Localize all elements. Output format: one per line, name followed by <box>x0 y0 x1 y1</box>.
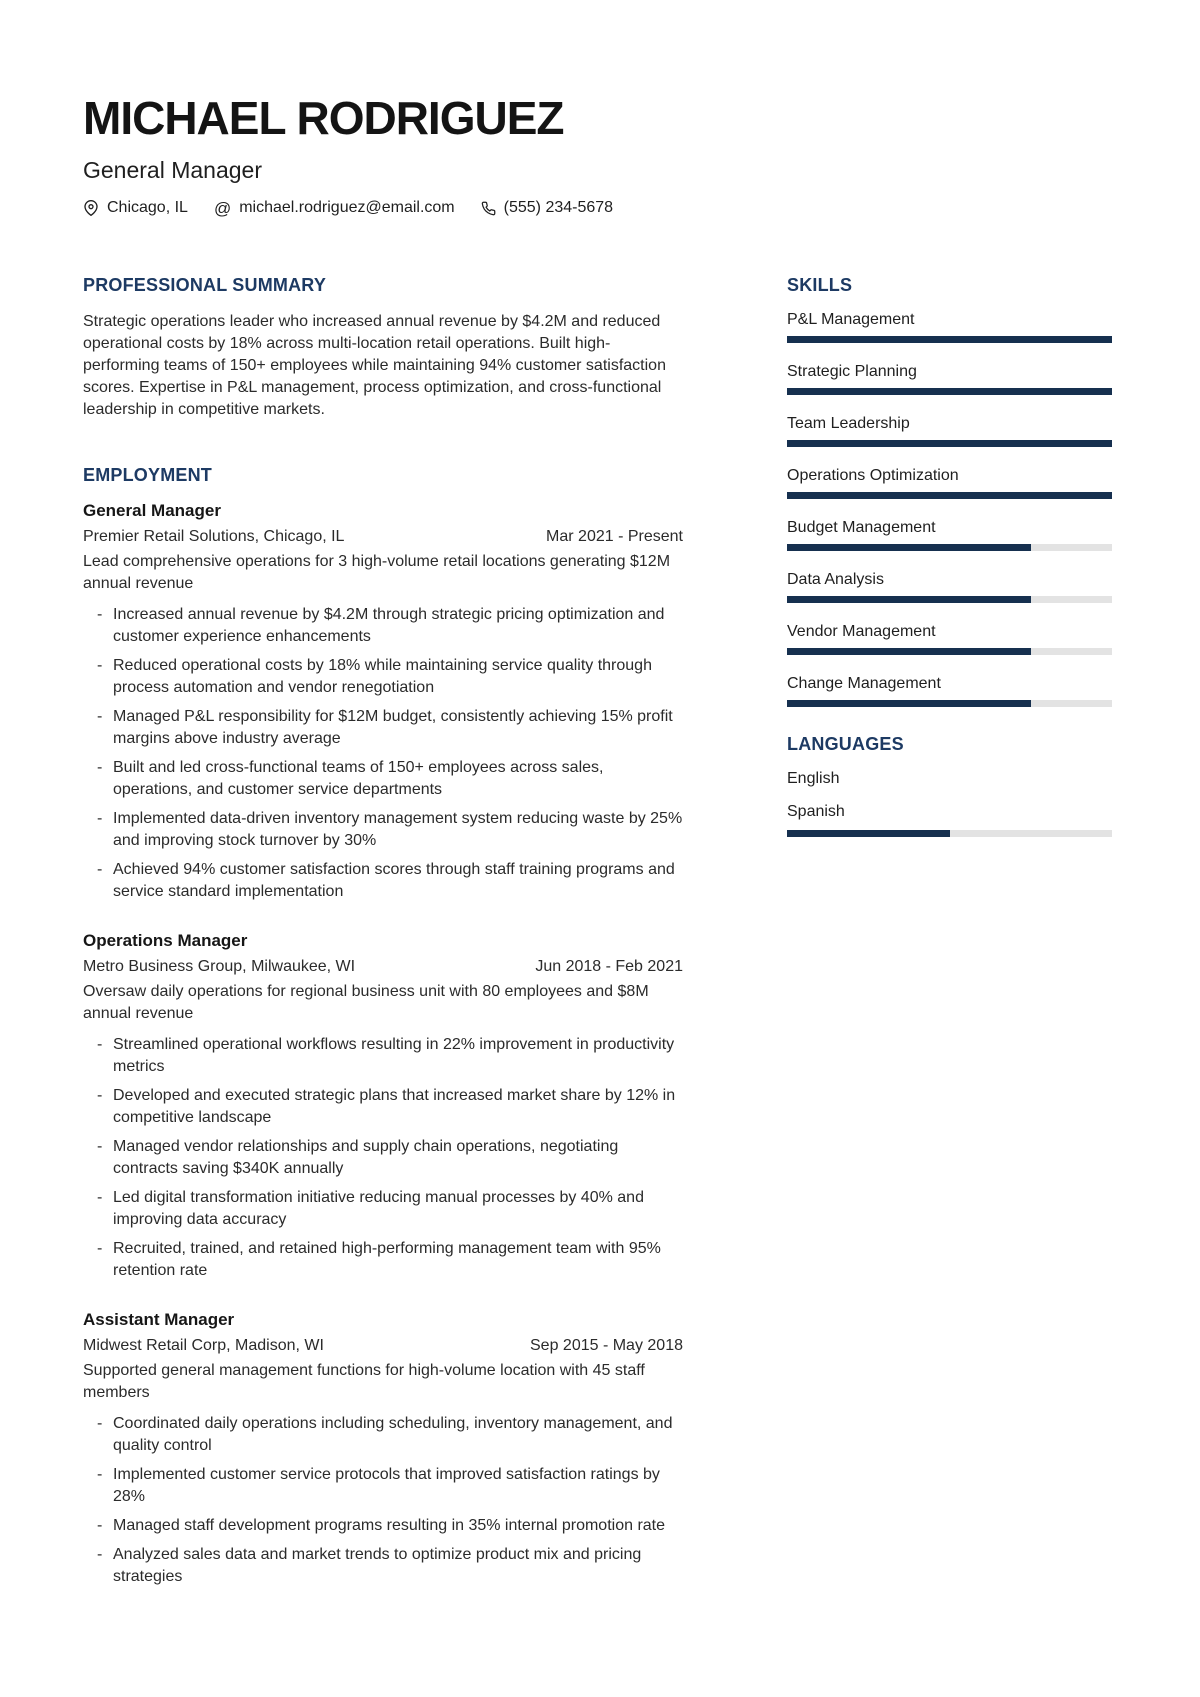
job-meta-row <box>83 528 683 546</box>
bullet-item: - Streamlined operational workflows resulting in 22% improvement in productivity metrics <box>83 1034 683 1078</box>
job-entry <box>83 1310 683 1588</box>
skill-item <box>787 467 1112 499</box>
summary-text: Strategic operations leader who increased annual revenue by $4.2M and reduced operational costs by 18% across multi-location retail operations. Built high-performing teams of 150+ employees while maintaining 94% customer satisfaction scores. Expertise in P&L management, process optimization, and cross-functional leadership in competitive markets. <box>83 313 666 418</box>
contact-phone <box>481 199 613 217</box>
bullet-item: - Implemented data-driven inventory management system reducing waste by 25% and improving stock turnover by 30% <box>83 808 683 852</box>
person-title: General Manager <box>83 157 262 183</box>
skill-item <box>787 675 1112 707</box>
contact-email <box>214 199 455 217</box>
bullet-item: - Achieved 94% customer satisfaction scores through staff training programs and service standard implementation <box>83 859 683 903</box>
skill-item <box>787 415 1112 447</box>
map-pin-icon <box>83 200 99 216</box>
skill-bar-fill <box>787 830 950 837</box>
job-dates: Mar 2021 - Present <box>546 528 683 545</box>
skill-label: Change Management <box>787 675 941 692</box>
skill-label: Team Leadership <box>787 415 910 432</box>
job-bullets <box>83 1413 683 1588</box>
phone-icon <box>481 201 496 216</box>
skill-bar-track <box>787 492 1112 499</box>
skill-label: Spanish <box>787 803 845 820</box>
job-company: Premier Retail Solutions, Chicago, IL <box>83 528 345 545</box>
bullet-item: - Implemented customer service protocols that improved satisfaction ratings by 28% <box>83 1464 683 1508</box>
contact-location <box>83 199 188 217</box>
summary-section <box>83 275 683 421</box>
skill-item <box>787 363 1112 395</box>
skill-item <box>787 571 1112 603</box>
language-item <box>787 803 1112 837</box>
bullet-item: - Reduced operational costs by 18% while maintaining service quality through process automation and vendor renegotiation <box>83 655 683 699</box>
skill-bar-fill <box>787 492 1112 499</box>
skill-bar-track <box>787 596 1112 603</box>
skill-label: Operations Optimization <box>787 467 959 484</box>
contact-location-text: Chicago, IL <box>107 199 188 216</box>
bullet-item: - Recruited, trained, and retained high-performing management team with 95% retention rate <box>83 1238 683 1282</box>
job-entry <box>83 931 683 1282</box>
skill-bar-fill <box>787 336 1112 343</box>
language-list <box>787 770 1112 837</box>
job-description: Lead comprehensive operations for 3 high-volume retail locations generating $12M annual revenue <box>83 553 671 592</box>
side-column <box>787 275 1112 1595</box>
job-title: General Manager <box>83 501 221 520</box>
bullet-item: - Built and led cross-functional teams of 150+ employees across sales, operations, and customer service departments <box>83 757 683 801</box>
skill-item <box>787 623 1112 655</box>
languages-heading: LANGUAGES <box>787 734 904 754</box>
job-title: Operations Manager <box>83 931 248 950</box>
summary-heading: PROFESSIONAL SUMMARY <box>83 275 327 295</box>
skill-bar-track <box>787 648 1112 655</box>
bullet-item: - Coordinated daily operations including scheduling, inventory management, and quality control <box>83 1413 683 1457</box>
contact-email-text: michael.rodriguez@email.com <box>239 199 455 216</box>
job-company: Metro Business Group, Milwaukee, WI <box>83 958 356 975</box>
bullet-item: - Managed P&L responsibility for $12M budget, consistently achieving 15% profit margins above industry average <box>83 706 683 750</box>
skill-item <box>787 311 1112 343</box>
bullet-item: - Developed and executed strategic plans that increased market share by 12% in competitive landscape <box>83 1085 683 1129</box>
skill-bar-track <box>787 336 1112 343</box>
bullet-item: - Managed vendor relationships and supply chain operations, negotiating contracts saving $340K annually <box>83 1136 683 1180</box>
main-column <box>83 275 683 1595</box>
skill-label: Data Analysis <box>787 571 884 588</box>
employment-section <box>83 465 683 1588</box>
skill-bar-track <box>787 830 1112 837</box>
job-bullets <box>83 604 683 903</box>
skill-bar-fill <box>787 544 1031 551</box>
job-company: Midwest Retail Corp, Madison, WI <box>83 1337 324 1354</box>
skill-label: Vendor Management <box>787 623 936 640</box>
skill-bar-track <box>787 700 1112 707</box>
skill-bar-track <box>787 440 1112 447</box>
job-list <box>83 501 683 1588</box>
person-name: MICHAEL RODRIGUEZ <box>83 92 564 144</box>
bullet-item: - Increased annual revenue by $4.2M through strategic pricing optimization and customer experience enhancements <box>83 604 683 648</box>
job-dates: Sep 2015 - May 2018 <box>530 1337 683 1354</box>
employment-heading: EMPLOYMENT <box>83 465 213 485</box>
skill-list <box>787 311 1112 707</box>
job-meta-row <box>83 958 683 976</box>
job-bullets <box>83 1034 683 1282</box>
skill-label: P&L Management <box>787 311 915 328</box>
job-entry <box>83 501 683 903</box>
contact-row <box>83 199 1112 217</box>
skill-bar-fill <box>787 596 1031 603</box>
skills-section <box>787 275 1112 707</box>
skill-bar-track <box>787 388 1112 395</box>
at-sign-icon: @ <box>213 198 232 218</box>
skills-heading: SKILLS <box>787 275 853 295</box>
content-columns <box>83 275 1112 1595</box>
language-item <box>787 770 1112 788</box>
bullet-item: - Led digital transformation initiative reducing manual processes by 40% and improving data accuracy <box>83 1187 683 1231</box>
skill-bar-fill <box>787 700 1031 707</box>
job-title: Assistant Manager <box>83 1310 235 1329</box>
job-dates: Jun 2018 - Feb 2021 <box>535 958 683 975</box>
skill-bar-fill <box>787 648 1031 655</box>
job-meta-row <box>83 1337 683 1355</box>
bullet-item: - Analyzed sales data and market trends to optimize product mix and pricing strategies <box>83 1544 683 1588</box>
skill-bar-track <box>787 544 1112 551</box>
languages-section <box>787 734 1112 837</box>
skill-label: Budget Management <box>787 519 936 536</box>
skill-bar-fill <box>787 440 1112 447</box>
skill-bar-fill <box>787 388 1112 395</box>
bullet-item: - Managed staff development programs resulting in 35% internal promotion rate <box>83 1515 683 1537</box>
skill-item <box>787 519 1112 551</box>
skill-label: English <box>787 770 840 787</box>
job-description: Supported general management functions for high-volume location with 45 staff members <box>83 1362 645 1401</box>
job-description: Oversaw daily operations for regional business unit with 80 employees and $8M annual revenue <box>83 983 649 1022</box>
skill-label: Strategic Planning <box>787 363 917 380</box>
contact-phone-text: (555) 234-5678 <box>503 199 614 216</box>
